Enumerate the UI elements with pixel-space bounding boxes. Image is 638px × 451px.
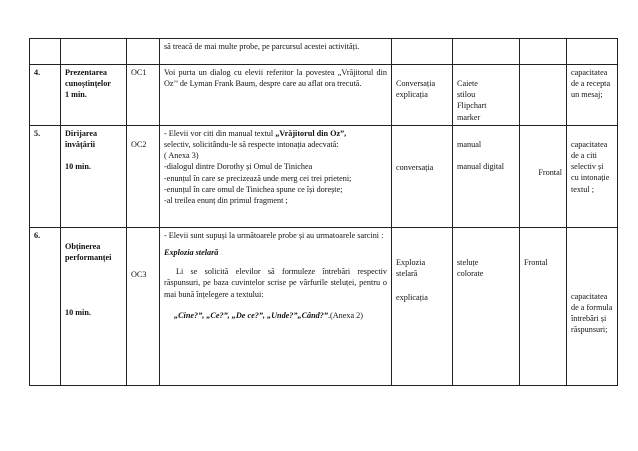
objective-code: OC1 bbox=[127, 65, 160, 126]
materials: Caiete stilou Flipchart marker bbox=[453, 65, 520, 126]
evaluation: capacitatea de a citi selectiv și cu intonație textul ; bbox=[567, 125, 618, 227]
questions: „Cine?”, „Ce?”, „De ce?”, „Unde?”„Când?” bbox=[174, 310, 328, 320]
organization: Frontal bbox=[520, 227, 567, 385]
methods: conversația bbox=[392, 125, 453, 227]
lesson-plan-table bbox=[29, 38, 618, 386]
activity-content: să treacă de mai multe probe, pe parcursul acestei activități. bbox=[160, 39, 392, 65]
methods: Conversația explicația bbox=[392, 65, 453, 126]
activity-content: - Elevii vor citi din manual textul „Vrăjitorul din Oz”, selectiv, solicitându-le să respecte intonația adecvată: ( Anexa 3) -dialogul dintre Dorothy și Omul de Tinichea -enunțul în care se precizează unde merg cei trei prieteni; -enunțul în care omul de Tinichea spune ce își dorește; -al treilea enunț din primul fragment ; bbox=[160, 125, 392, 227]
evaluation: capacitatea de a formula întrebări și răspunsuri; bbox=[567, 227, 618, 385]
lesson-stage: Prezentarea cunoștințelor 1 min. bbox=[61, 65, 127, 126]
table-row bbox=[30, 39, 618, 65]
materials: steluțe colorate bbox=[453, 227, 520, 385]
methods: Explozia stelară explicația bbox=[392, 227, 453, 385]
materials: manual manual digital bbox=[453, 125, 520, 227]
activity-content: - Elevii sunt supuși la următoarele probe și au urmatoarele sarcini : Explozia stelară Li se solicită elevilor să formuleze întrebări respectiv răspunsuri, pe baza cuvintelor scrise pe vârfurile steluței, pentru o mai bună înțelegere a textului: „Cine?”, „Ce?”, „De ce?”, „Unde?”„Când?”.(Anexa 2) bbox=[160, 227, 392, 385]
lesson-stage: Dirijarea învățării 10 min. bbox=[61, 125, 127, 227]
objective-code: OC3 bbox=[127, 227, 160, 385]
subtitle: Explozia stelară bbox=[164, 248, 219, 258]
row-number: 6. bbox=[30, 227, 61, 385]
organization: Frontal bbox=[520, 125, 567, 227]
lesson-stage: Obținerea performanței 10 min. bbox=[61, 227, 127, 385]
table-row bbox=[30, 65, 618, 126]
row-number: 5. bbox=[30, 125, 61, 227]
row-number: 4. bbox=[30, 65, 61, 126]
organization bbox=[520, 65, 567, 126]
table-row bbox=[30, 227, 618, 385]
evaluation: capacitatea de a recepta un mesaj; bbox=[567, 65, 618, 126]
activity-content: Voi purta un dialog cu elevii referitor la povestea „Vrăjitorul din Oz’’ de Lyman Frank Baum, despre care au aflat ora trecută. bbox=[160, 65, 392, 126]
objective-code: OC2 bbox=[127, 125, 160, 227]
table-row bbox=[30, 125, 618, 227]
